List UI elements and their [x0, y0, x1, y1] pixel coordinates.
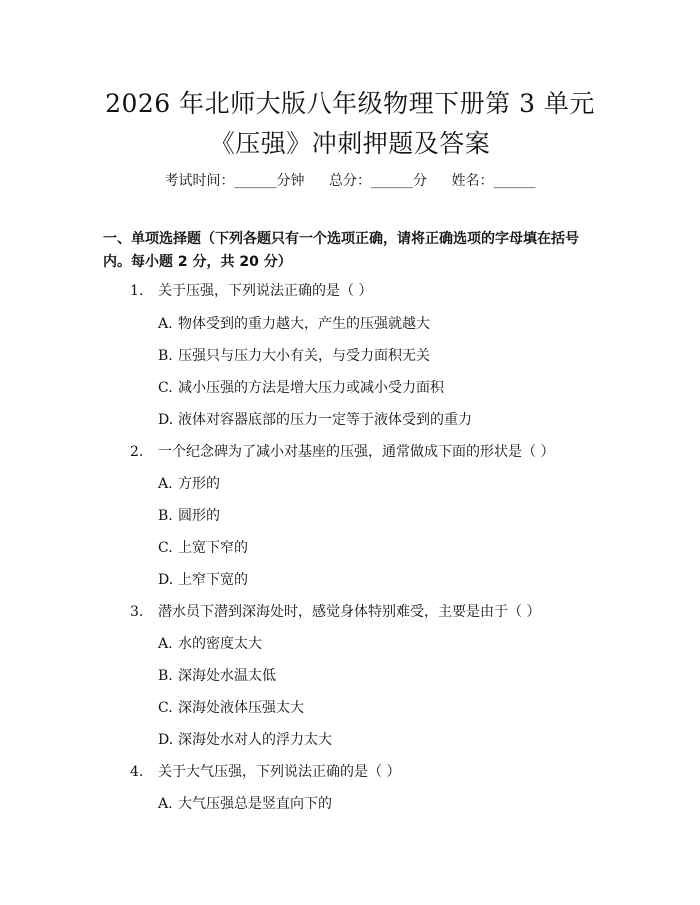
option-text: 上宽下窄的 [178, 540, 248, 556]
question-stem: 关于大气压强，下列说法正确的是（ ） [158, 764, 401, 780]
option-text: 液体对容器底部的压力一定等于液体受到的重力 [178, 412, 472, 428]
question-4 [130, 763, 400, 781]
option-letter: D. [158, 412, 174, 428]
option-2c [158, 539, 248, 557]
option-letter: D. [158, 572, 174, 588]
option-text: 圆形的 [178, 508, 220, 524]
option-letter: B. [158, 348, 173, 364]
option-letter: B. [158, 508, 173, 524]
student-name: 姓名：______ [451, 173, 536, 189]
option-letter: C. [158, 700, 173, 716]
option-1a [158, 315, 430, 333]
option-text: 大气压强总是竖直向下的 [178, 796, 332, 812]
total-score: 总分：______分 [329, 173, 427, 189]
option-text: 水的密度太大 [178, 636, 262, 652]
option-letter: A. [158, 316, 173, 332]
option-1b [158, 347, 430, 365]
question-number: 1. [130, 283, 144, 299]
question-1 [130, 282, 372, 300]
title-line-1: 2026 年北师大版八年级物理下册第 3 单元 [105, 89, 595, 118]
option-3d [158, 731, 332, 749]
question-number: 4. [130, 764, 144, 780]
question-stem: 潜水员下潜到深海处时，感觉身体特别难受，主要是由于（ ） [158, 604, 541, 620]
title-line-2: 《压强》冲刺押题及答案 [209, 129, 491, 158]
question-2 [130, 443, 554, 461]
option-letter: A. [158, 476, 173, 492]
option-text: 方形的 [178, 476, 220, 492]
option-letter: A. [158, 796, 173, 812]
option-letter: A. [158, 636, 173, 652]
section-heading: 一、单项选择题（下列各题只有一个选项正确，请将正确选项的字母填在括号内。每小题 2 分，共 20 分） [103, 231, 579, 270]
option-3c [158, 699, 304, 717]
option-2b [158, 507, 220, 525]
question-number: 2. [130, 444, 144, 460]
option-letter: D. [158, 732, 174, 748]
option-letter: C. [158, 380, 173, 396]
exam-meta [0, 170, 700, 190]
question-3 [130, 603, 540, 621]
option-3a [158, 635, 262, 653]
option-text: 深海处水对人的浮力太大 [178, 732, 332, 748]
option-2a [158, 475, 220, 493]
option-text: 上窄下宽的 [178, 572, 248, 588]
option-1d [158, 411, 472, 429]
exam-time: 考试时间：______分钟 [164, 173, 305, 189]
option-text: 减小压强的方法是增大压力或减小受力面积 [178, 380, 444, 396]
option-2d [158, 571, 248, 589]
option-text: 物体受到的重力越大，产生的压强就越大 [178, 316, 430, 332]
question-number: 3. [130, 604, 144, 620]
option-4a [158, 795, 332, 813]
option-letter: C. [158, 540, 173, 556]
question-stem: 一个纪念碑为了减小对基座的压强，通常做成下面的形状是（ ） [158, 444, 555, 460]
option-letter: B. [158, 668, 173, 684]
option-text: 压强只与压力大小有关，与受力面积无关 [178, 348, 430, 364]
option-text: 深海处水温太低 [178, 668, 276, 684]
option-3b [158, 667, 276, 685]
option-text: 深海处液体压强太大 [178, 700, 304, 716]
option-1c [158, 379, 444, 397]
question-stem: 关于压强，下列说法正确的是（ ） [158, 283, 373, 299]
